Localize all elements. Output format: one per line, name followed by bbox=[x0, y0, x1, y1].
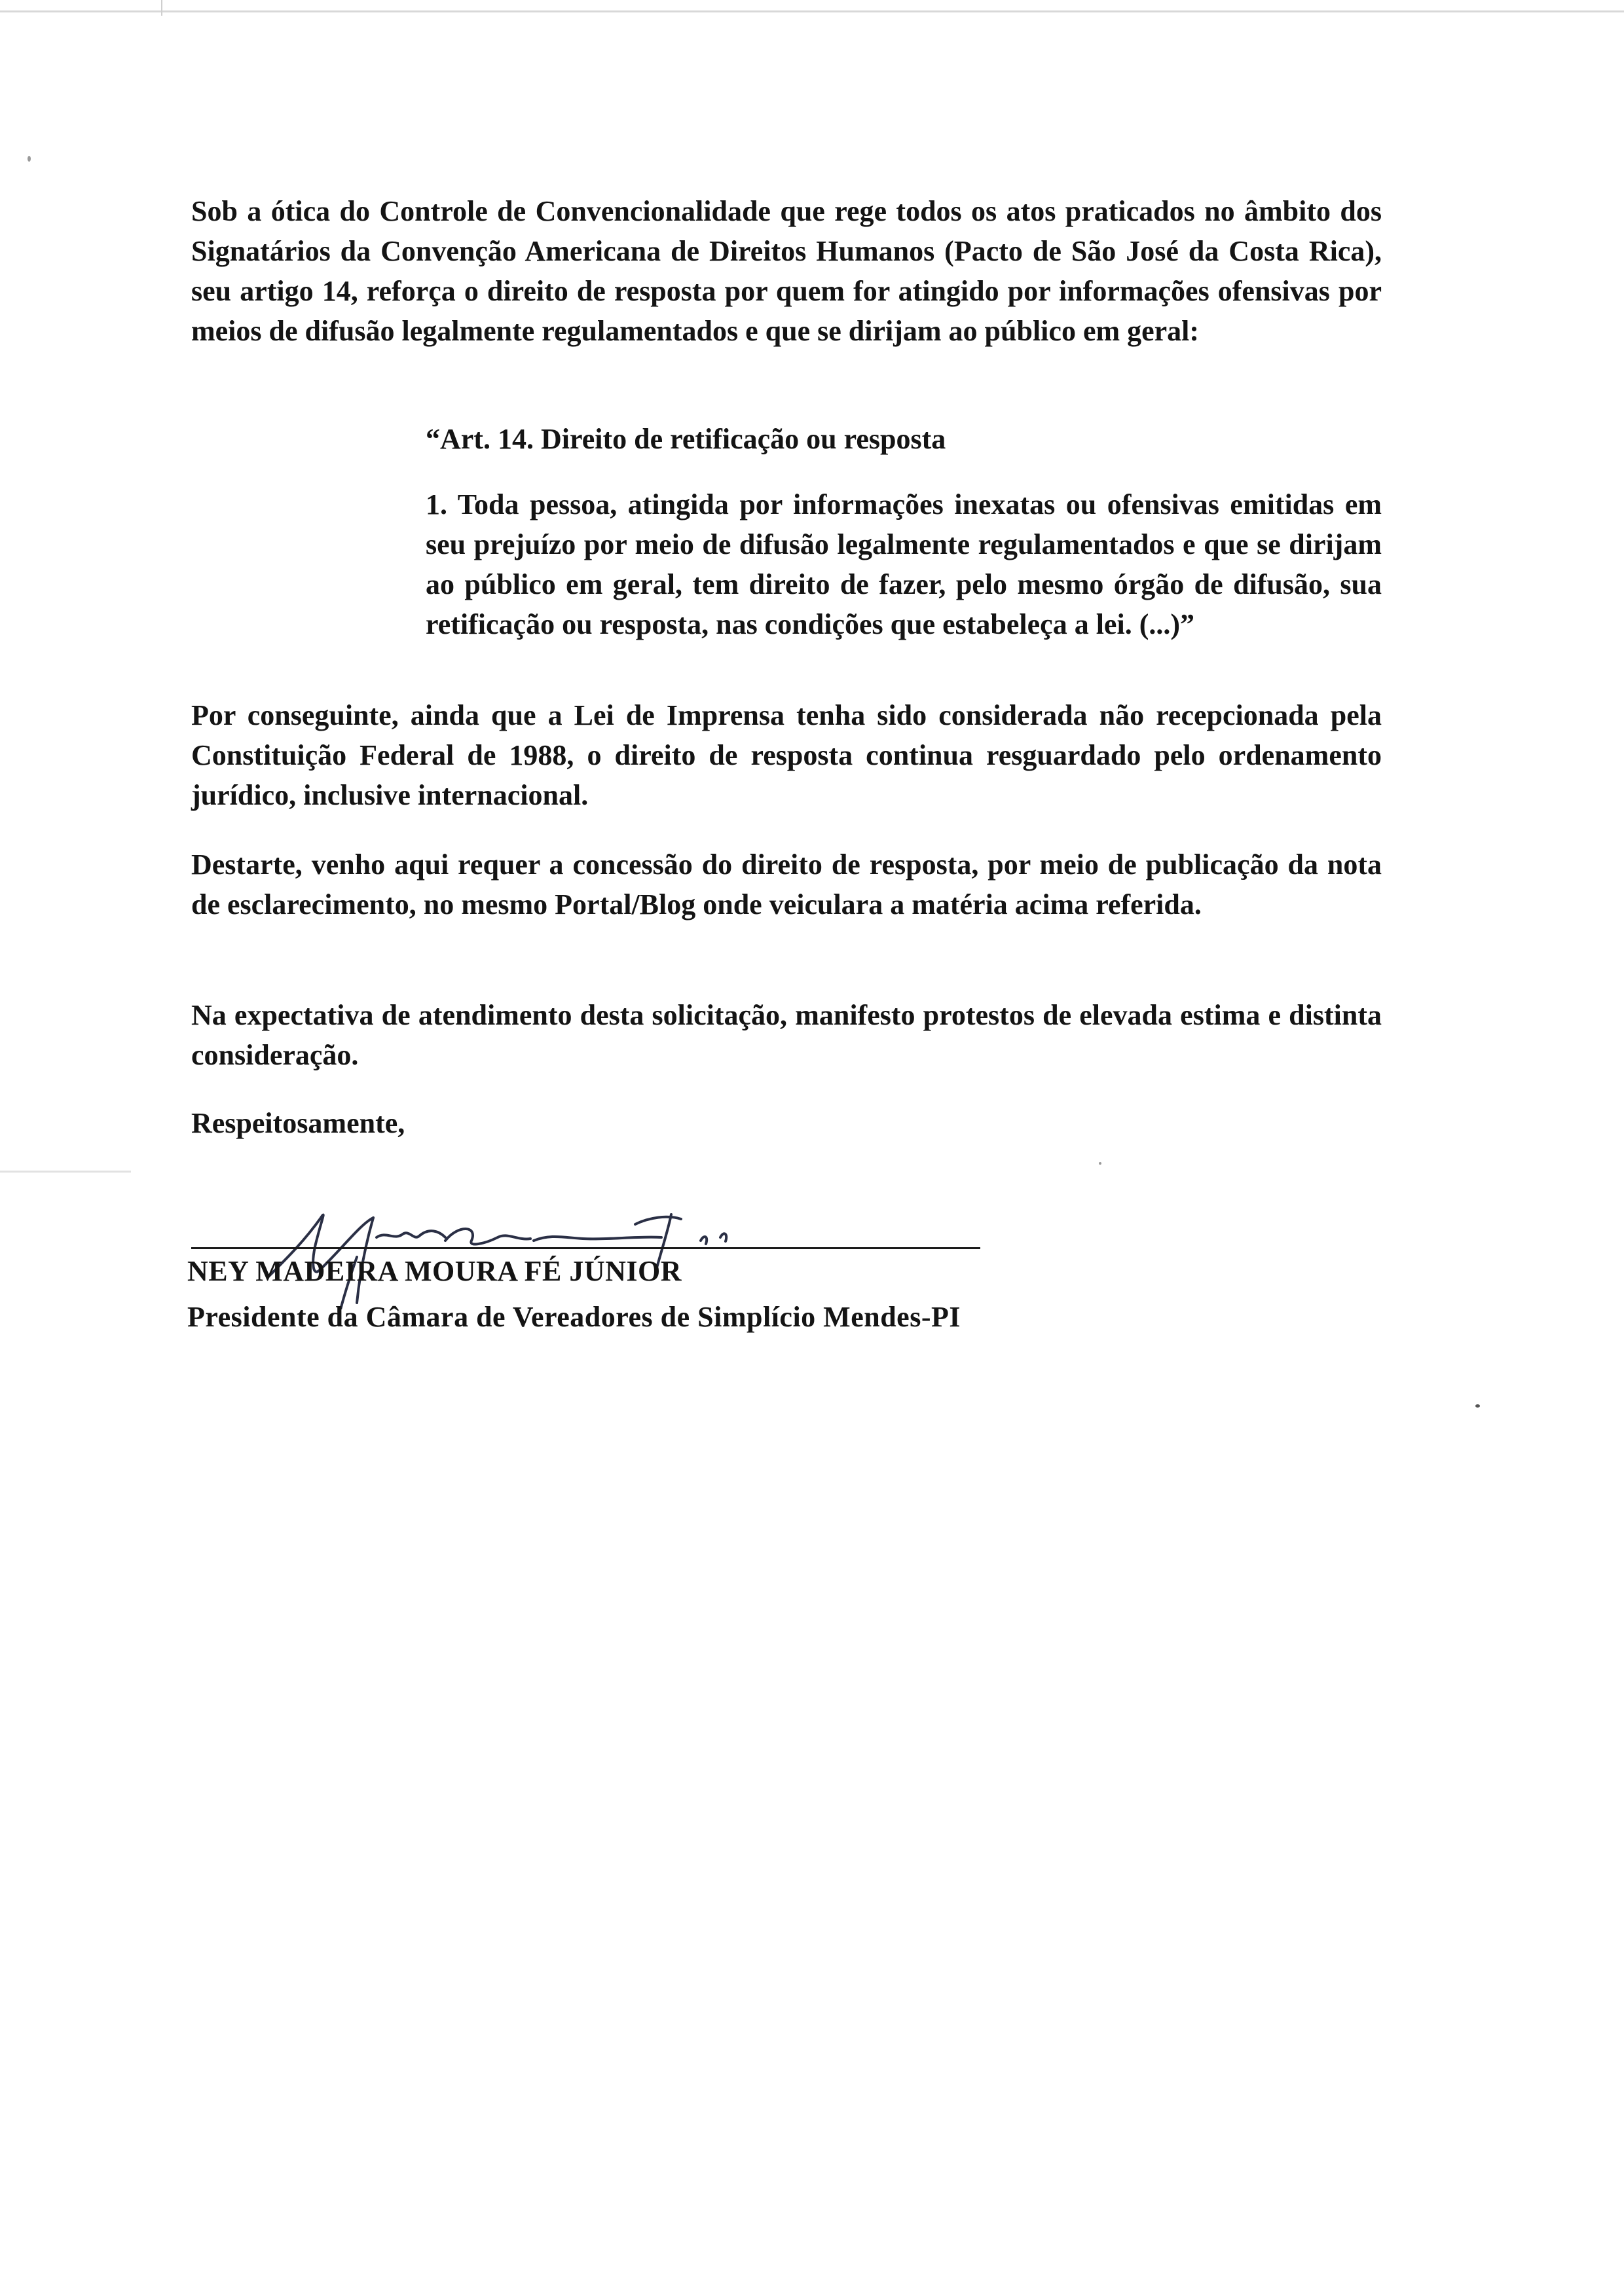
quote-body: 1. Toda pessoa, atingida por informações inexatas ou ofensivas emitidas em seu prejuízo por meio de difusão legalmente regulamentados e que se dirijam ao público em geral, tem direito de fazer, pelo mesmo órgão de difusão, sua retificação ou resposta, nas condições que estabeleça a lei. (...)” bbox=[426, 488, 1382, 640]
paragraph-lei-de-imprensa: Por conseguinte, ainda que a Lei de Imprensa tenha sido considerada não recepcionada pela Constituição Federal de 1988, o direito de resposta continua resguardado pelo ordenamento jurídico, inclusive internacional. bbox=[191, 699, 1382, 811]
paragraph-request: Destarte, venho aqui requer a concessão do direito de resposta, por meio de publicação da nota de esclarecimento, no mesmo Portal/Blog onde veiculara a matéria acima referida. bbox=[191, 848, 1382, 920]
scan-speck bbox=[1475, 1404, 1480, 1408]
signer-name: NEY MADEIRA MOURA FÉ JÚNIOR bbox=[187, 1255, 682, 1287]
scan-speck bbox=[28, 156, 31, 162]
scan-tick-artifact bbox=[161, 0, 162, 16]
scan-speck bbox=[1099, 1162, 1101, 1165]
paragraph-convencionalidade: Sob a ótica do Controle de Convencionalidade que rege todos os atos praticados no âmbito dos Signatários da Convenção Americana de Direitos Humanos (Pacto de São José da Costa Rica), seu artigo 14, reforça o direito de resposta por quem for atingido por informações ofensivas por meios de difusão legalmente regulamentados e que se dirijam ao público em geral: bbox=[191, 195, 1382, 347]
scan-edge-artifact bbox=[0, 10, 1624, 12]
closing-salutation: Respeitosamente, bbox=[191, 1107, 405, 1139]
signature-line bbox=[191, 1247, 980, 1249]
quote-heading: “Art. 14. Direito de retificação ou resposta bbox=[426, 423, 946, 455]
paragraph-expectativa: Na expectativa de atendimento desta solicitação, manifesto protestos de elevada estima e distinta consideração. bbox=[191, 999, 1382, 1071]
scan-line-artifact bbox=[0, 1171, 131, 1173]
signer-title: Presidente da Câmara de Vereadores de Simplício Mendes-PI bbox=[187, 1301, 961, 1333]
